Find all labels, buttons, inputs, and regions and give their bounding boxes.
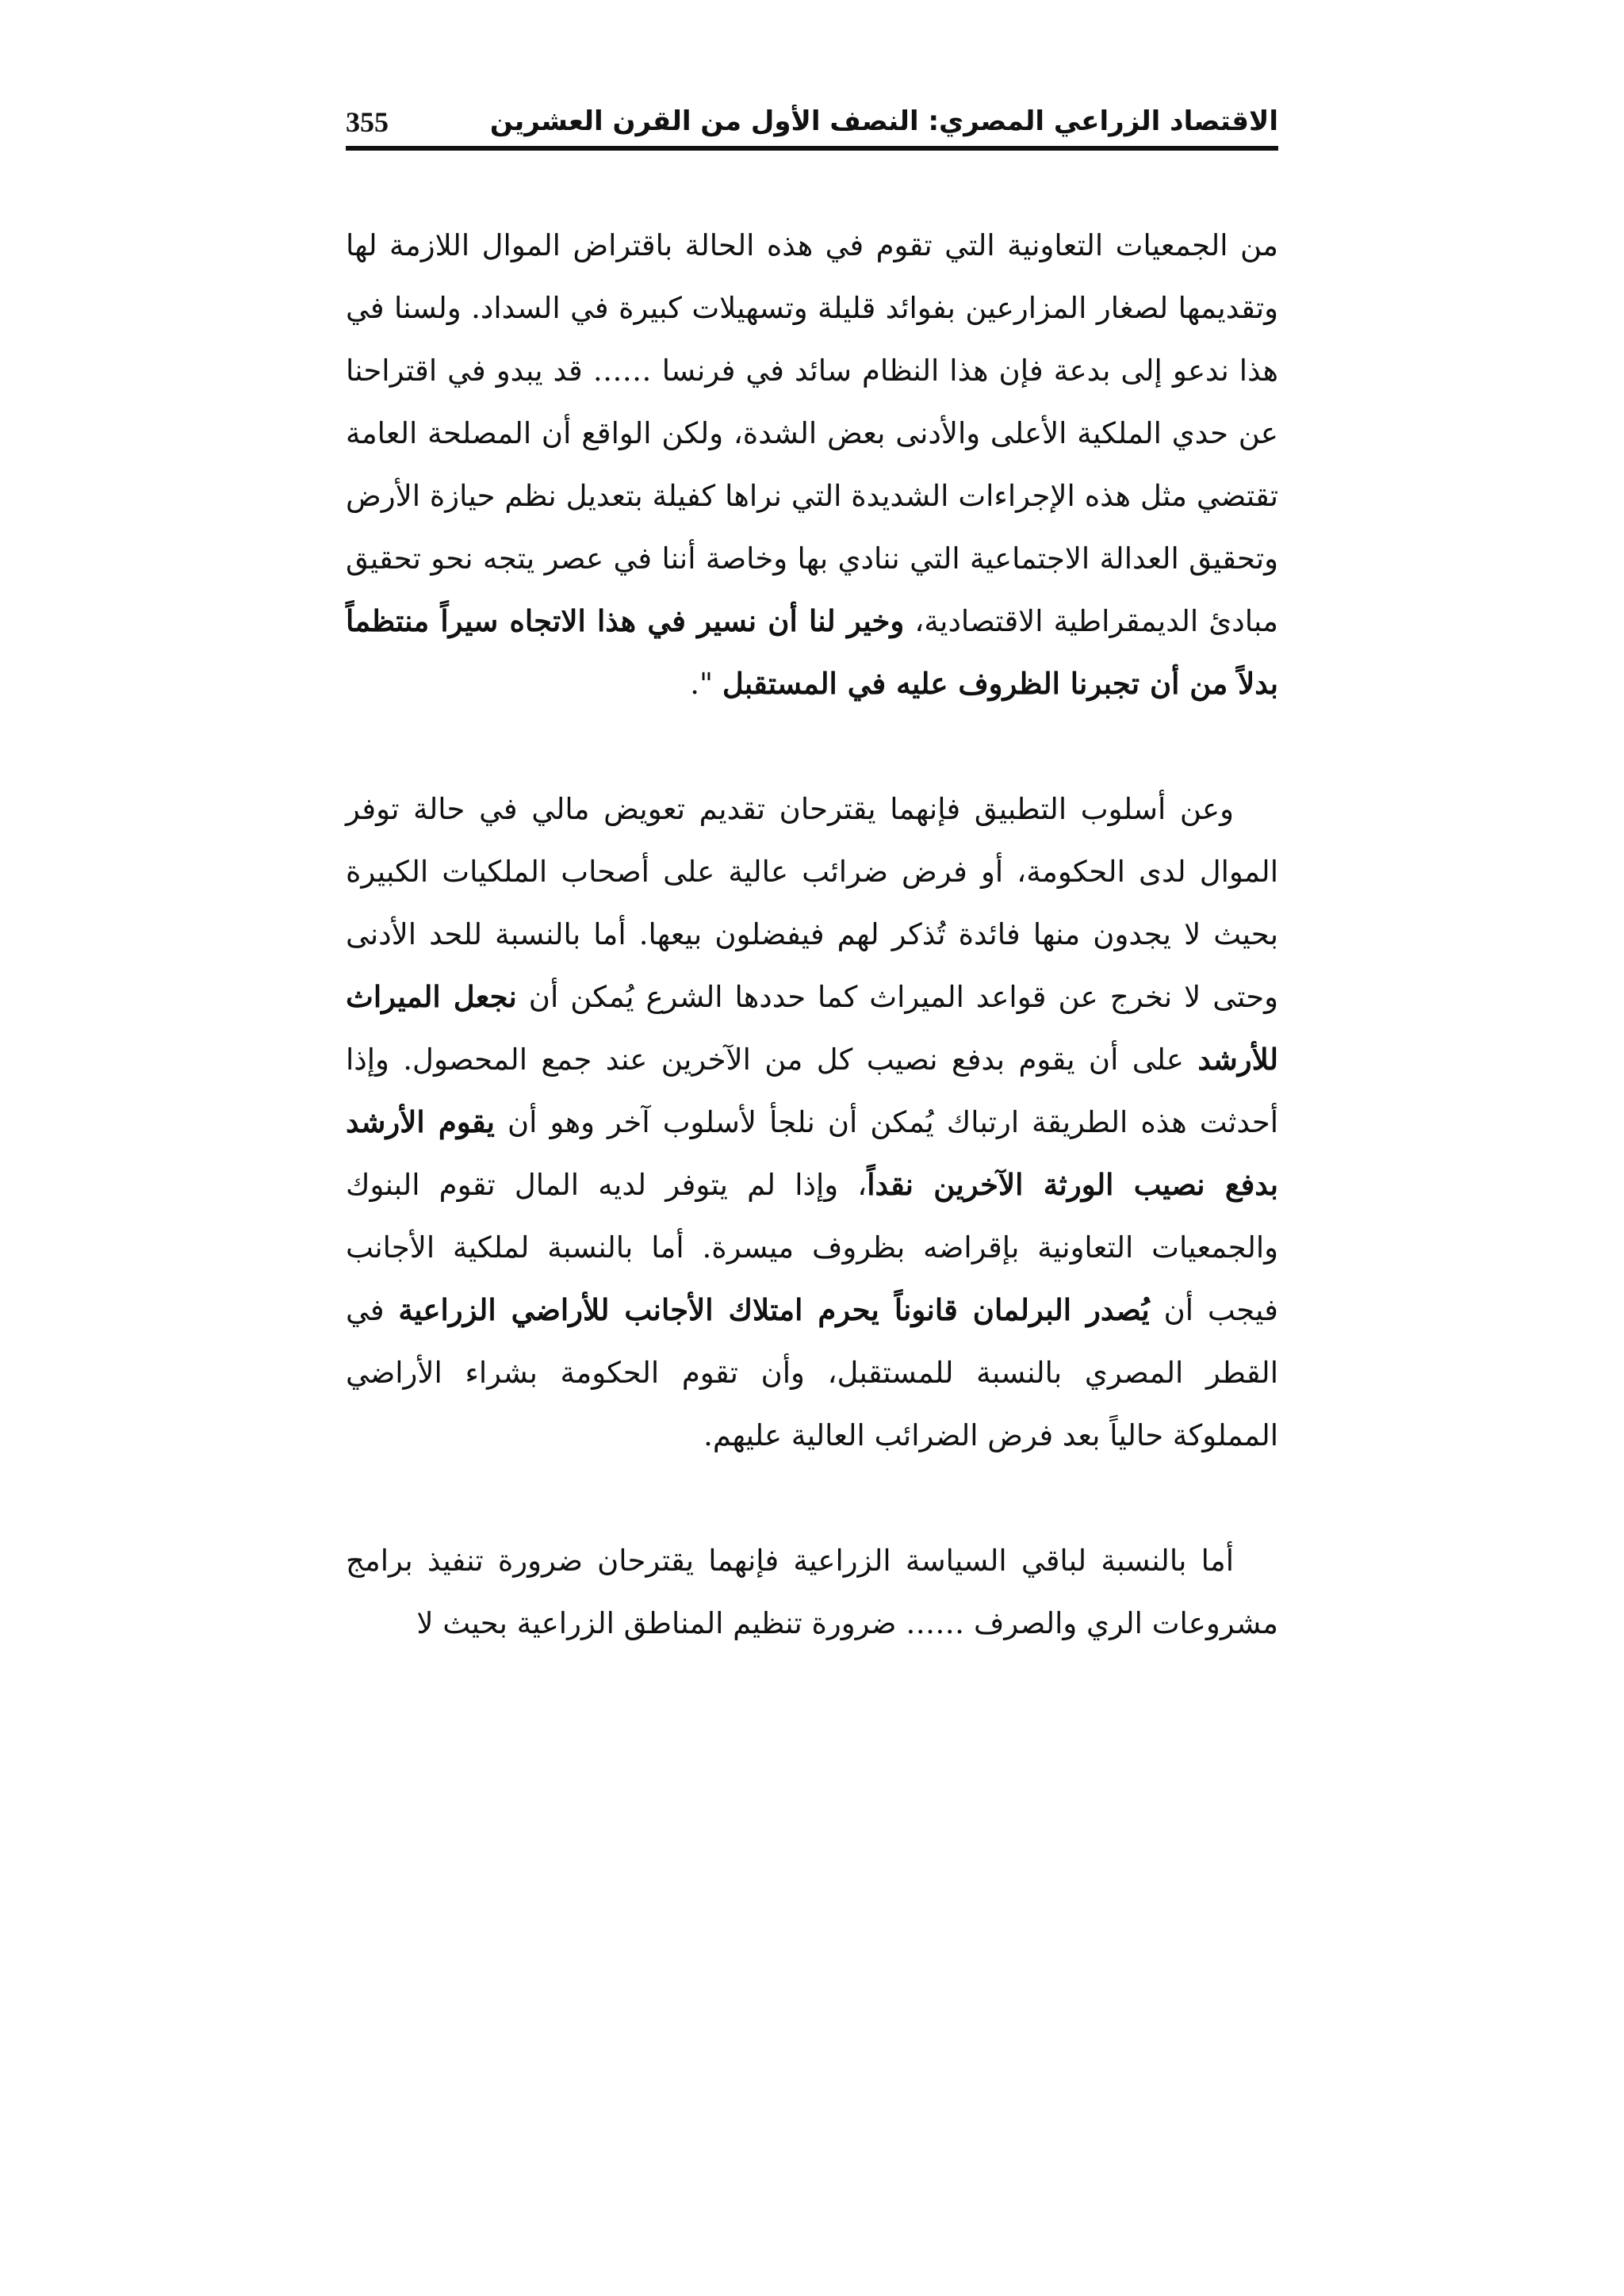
paragraph-1-text-1: من الجمعيات التعاونية التي تقوم في هذه الحالة باقتراض الموال اللازمة لها وتقديمها لصغار المزارعين بفوائد قليلة وتسهيلات كبيرة في السداد. ولسنا في هذا ندعو إلى بدعة فإن هذا النظام سائد في فرنسا …… قد يبدو في اقتراحنا عن حدي الملكية الأعلى والأدنى بعض الشدة، ولكن الواقع أن المصلحة العامة تقتضي مثل هذه الإجراءات الشديدة التي نراها كفيلة بتعديل نظم حيازة الأرض وتحقيق العدالة الاجتماعية التي ننادي بها وخاصة أننا في عصر يتجه نحو تحقيق مبادئ الديمقراطية الاقتصادية،: [346, 228, 1278, 638]
paragraph-2-text-1: وعن أسلوب التطبيق فإنهما يقترحان تقديم تعويض مالي في حالة توفر الموال لدى الحكومة، أو فرض ضرائب عالية على أصحاب الملكيات الكبيرة بحيث لا يجدون منها فائدة تُذكر لهم فيفضلون بيعها. أما بالنسبة للحد الأدنى وحتى لا نخرج عن قواعد الميراث كما حددها الشرع يُمكن أن: [346, 792, 1278, 1014]
header-rule: [346, 146, 1278, 151]
running-header: [346, 92, 1278, 147]
paragraph-2: [346, 778, 1278, 1467]
body-text: [346, 214, 1278, 1655]
paragraph-1-text-2: ".: [690, 667, 722, 701]
paragraph-2-bold-3: يُصدر البرلمان قانوناً يحرم امتلاك الأجانب للأراضي الزراعية: [398, 1292, 1150, 1327]
paragraph-2-bold-1: نجعل الميراث للأرشد: [346, 979, 1278, 1077]
paragraph-2-text-4: في القطر المصري بالنسبة للمستقبل، وأن تقوم الحكومة بشراء الأراضي المملوكة حالياً بعد فرض الضرائب العالية عليهم.: [346, 1293, 1278, 1452]
running-title: الاقتصاد الزراعي المصري: النصف الأول من القرن العشرين: [489, 105, 1278, 137]
paragraph-2-bold-2: يقوم الأرشد بدفع نصيب الورثة الآخرين نقداً: [346, 1104, 1278, 1202]
paragraph-2-text-3: ، وإذا لم يتوفر لديه المال تقوم البنوك والجمعيات التعاونية بإقراضه بظروف ميسرة. أما بالنسبة لملكية الأجانب فيجب أن: [346, 1168, 1278, 1327]
paragraph-1-bold-1: وخير لنا أن نسير في هذا الاتجاه سيراً منتظماً بدلاً من أن تجبرنا الظروف عليه في المستقبل: [346, 603, 1278, 701]
paragraph-1: [346, 214, 1278, 715]
page-number: 355: [346, 106, 389, 138]
paragraph-2-text-2: على أن يقوم بدفع نصيب كل من الآخرين عند جمع المحصول. وإذا أحدثت هذه الطريقة ارتباك يُمكن أن نلجأ لأسلوب آخر وهو أن: [346, 1043, 1279, 1139]
paragraph-3-text-1: أما بالنسبة لباقي السياسة الزراعية فإنهما يقترحان ضرورة تنفيذ برامج مشروعات الري والصرف …… ضرورة تنظيم المناطق الزراعية بحيث لا: [346, 1544, 1278, 1640]
paragraph-3: [346, 1529, 1278, 1655]
